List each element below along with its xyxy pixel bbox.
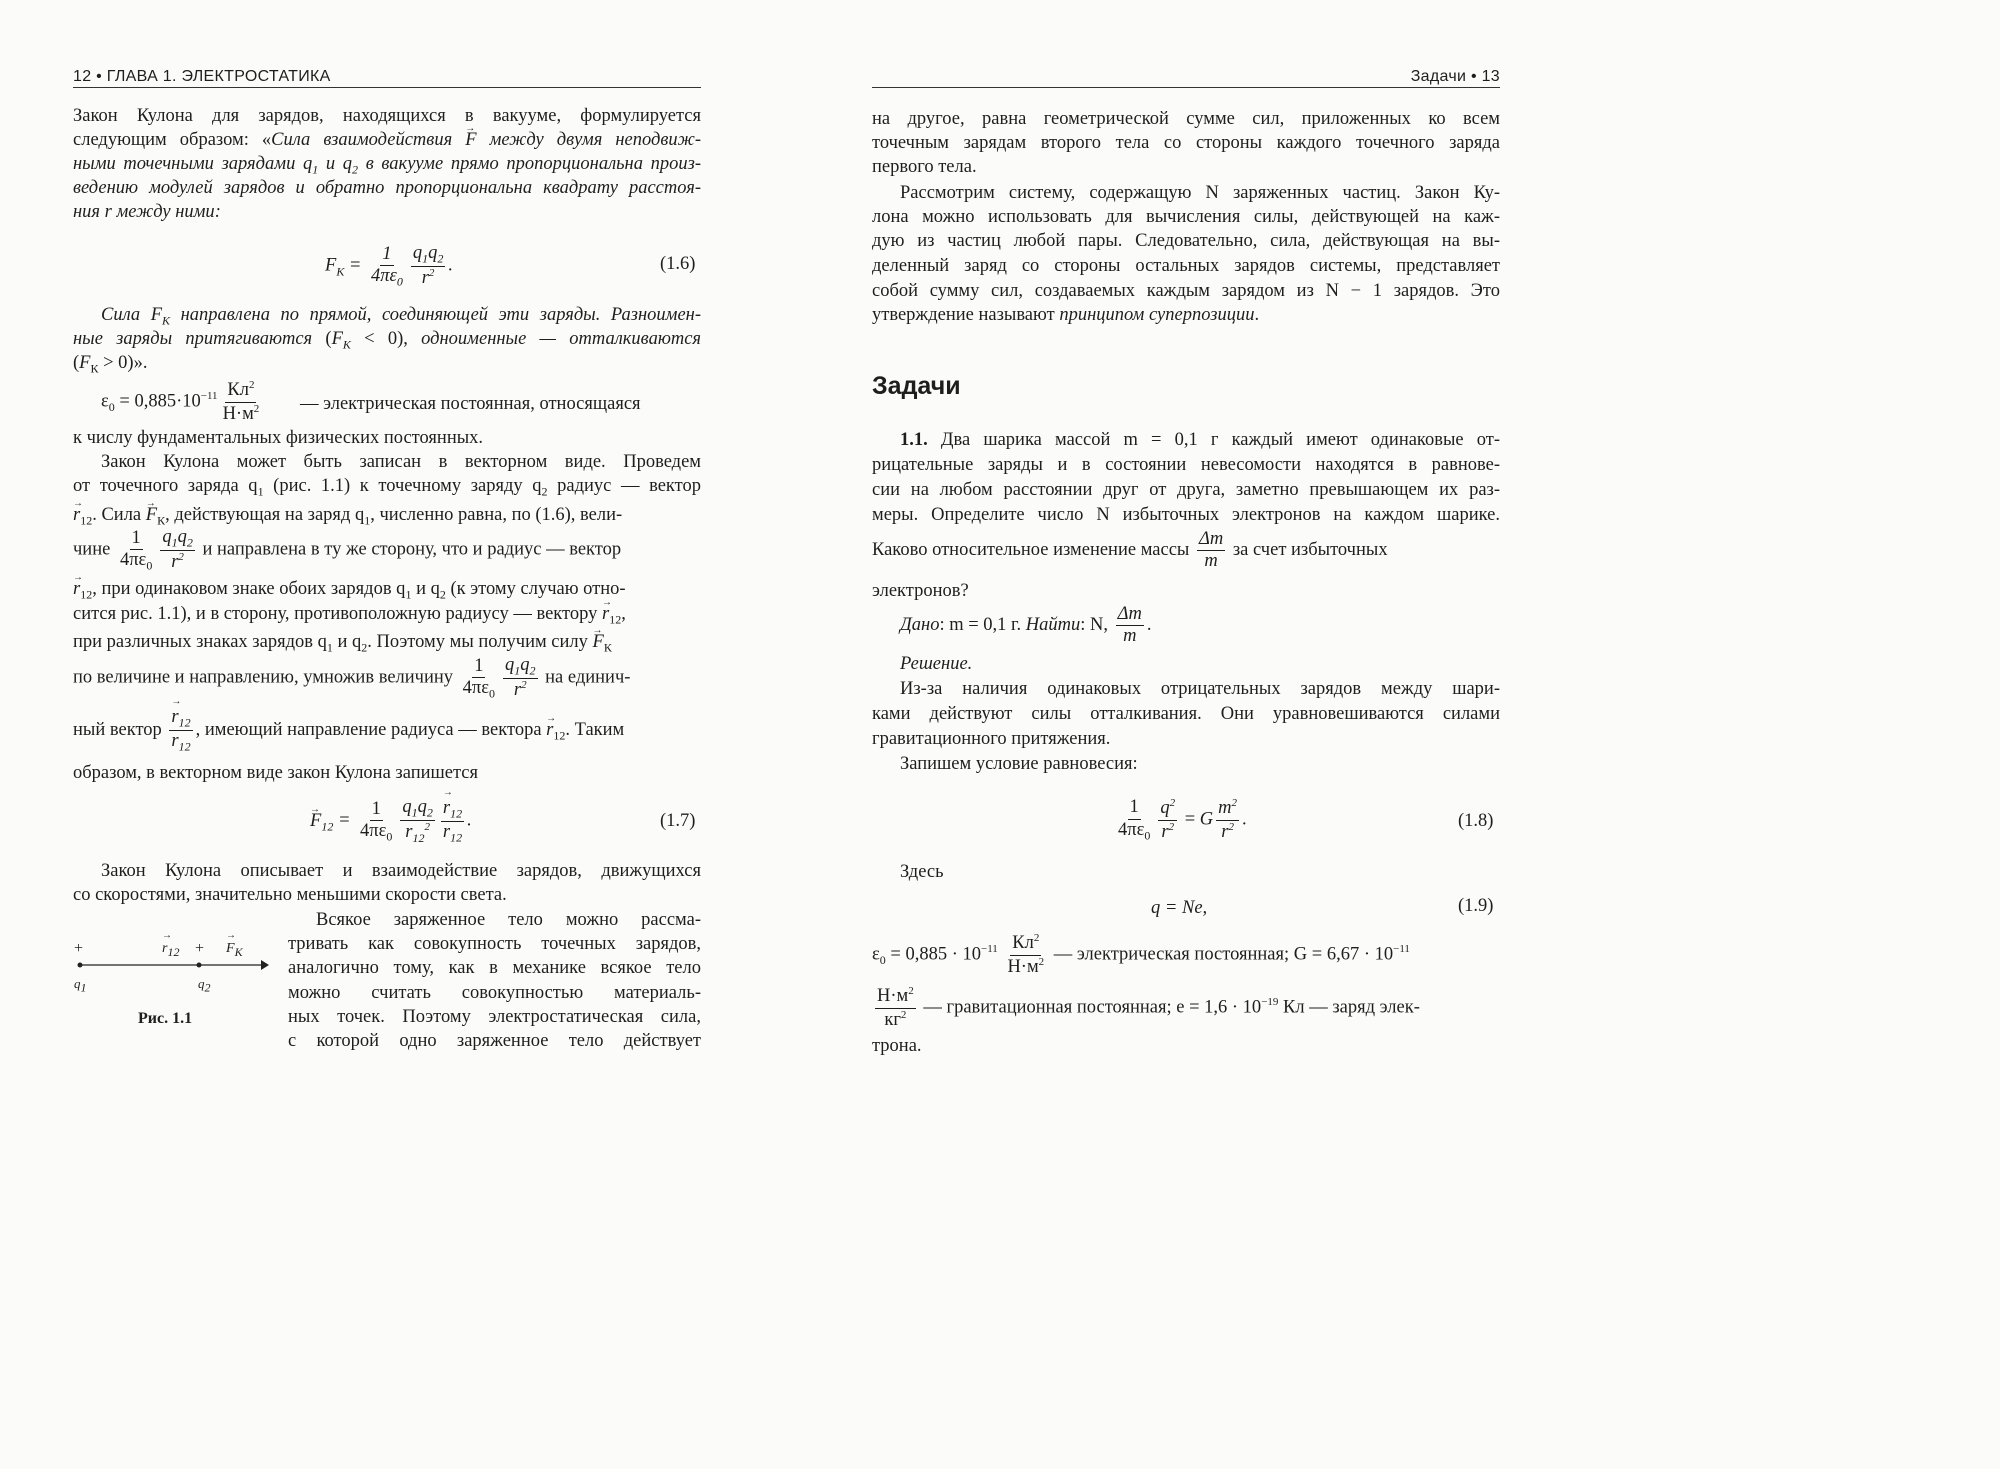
vec-line7: при различных знаках зарядов $q_1$ и $q_2$. Поэтому мы получим силу → $F_К$ — [73, 630, 612, 660]
given-line: Дано: m = 0,1 г. Найти: N, $\frac{\Delta m}{m}$ . — [900, 604, 1152, 647]
charge-q1-dot — [78, 963, 83, 968]
right-page — [778, 0, 1557, 1144]
right-p2-line6: утверждение называют принципом суперпозиции. — [872, 305, 1260, 325]
equation-number-1-7: (1.7) — [660, 811, 696, 831]
left-p1-line1: Закон Кулона для зарядов, находящихся в вакууме, формулируется — [73, 106, 701, 126]
vec-line3: → $r_{12}$. Сила → $F_К$, действующая на заряд $q_1$, численно равна, по (1.6), вели- — [73, 503, 622, 533]
vec-line1: Закон Кулона может быть записан в векторном виде. Проведем — [101, 452, 701, 472]
label-r12: → $r_{12}$ — [162, 941, 179, 960]
right-p2-line1: Рассмотрим систему, содержащую N заряженных частиц. Закон Ку- — [900, 183, 1500, 203]
problem-line1: 1.1. Два шарика массой m = 0,1 г каждый имеют одинаковые от- — [900, 430, 1500, 450]
left-p1-line3: ными точечными зарядами $q_1$ и $q_2$ в вакууме прямо пропорциональна произ- — [73, 154, 702, 177]
left-p4-line1: Всякое заряженное тело можно рассма- — [316, 910, 701, 930]
epsilon-definition: $\varepsilon_0 = 0,885\cdot 10^{-11}$ $\frac{Кл^2}{Н\cdot м^2}$ — [101, 379, 260, 424]
problem-line4: меры. Определите число N избыточных электронов на каждом шарике. — [872, 505, 1500, 525]
here-label: Здесь — [900, 862, 944, 882]
left-p4-line4: можно считать совокупностью материаль- — [288, 983, 701, 1003]
vec-line8: по величине и направлению, умножив величину $\frac{1}{4\pi\varepsilon_0}$ $\frac{q_1q_2}{r^2}$ на единич- — [73, 655, 631, 701]
constants-line1: $\varepsilon_0 = 0,885 \cdot 10^{-11}$ $\frac{Кл^2}{Н\cdot м^2}$ — электрическая постоянная; $G = 6,67 \cdot 10^{-11}$ — [872, 932, 1410, 977]
right-header-rule — [872, 87, 1500, 88]
equation-number-1-9: (1.9) — [1458, 896, 1494, 916]
equation-1-8: $\frac{1}{4\pi\varepsilon_0}$ $\frac{q^2}{r^2}$ = G $\frac{m^2}{r^2}$ . — [1118, 797, 1247, 843]
section-title: Задачи — [872, 372, 961, 400]
arrow-head — [261, 960, 269, 970]
right-p1-line2: точечным зарядам второго тела со стороны каждого точечного заряда — [872, 133, 1500, 153]
right-page-header: Задачи • 13 — [1410, 68, 1500, 85]
vec-line4: чине $\frac{1}{4\pi\varepsilon_0}$ $\frac{q_1q_2}{r^2}$ и направлена в ту же сторону, что и радиус — вектор — [73, 527, 622, 573]
right-p2-line5: собой сумму сил, создаваемых каждым зарядом из N − 1 зарядов. Это — [872, 281, 1500, 301]
label-fk: → $F_К$ — [226, 941, 243, 960]
charge-q2-dot — [197, 963, 202, 968]
figure-caption: Рис. 1.1 — [138, 1010, 193, 1027]
label-q1: $q_1$ — [74, 976, 87, 995]
vec-line5: → $r_{12}$, при одинаковом знаке обоих зарядов $q_1$ и $q_2$ (к этому случаю отно- — [73, 577, 626, 607]
problem-line5: Каково относительное изменение массы $\frac{\Delta m}{m}$ за счет избыточных — [872, 529, 1388, 572]
sol-line2: ками действуют силы отталкивания. Они уравновешиваются силами — [872, 704, 1500, 724]
epsilon-desc-2: к числу фундаментальных физических постоянных. — [73, 428, 484, 448]
vec-line2: от точечного заряда $q_1$ (рис. 1.1) к точечному заряду $q_2$ радиус — вектор — [73, 476, 701, 499]
left-p1-line4: ведению модулей зарядов и обратно пропорциональна квадрату расстоя- — [73, 178, 701, 198]
right-p2-line4: деленный заряд со стороны остальных зарядов системы, представляет — [872, 256, 1500, 276]
constants-line3: трона. — [872, 1036, 922, 1056]
constants-line2: $\frac{Н\cdot м^2}{кг^2}$ — гравитационная постоянная; $e = 1,6 \cdot 10^{-19}$ Кл — заряд элек- — [877, 985, 1420, 1030]
figure-1-1 — [66, 938, 276, 1038]
sol-line3: гравитационного притяжения. — [872, 729, 1111, 749]
left-p2-line3: $(F_К > 0)$». — [73, 353, 148, 376]
problem-line6: электронов? — [872, 581, 969, 601]
sol-line1: Из-за наличия одинаковых отрицательных зарядов между шари- — [900, 679, 1500, 699]
epsilon-desc: — электрическая постоянная, относящаяся — [300, 394, 641, 414]
right-p2-line2: лона можно использовать для вычисления силы, действующей на каж- — [872, 207, 1500, 227]
problem-line3: сии на любом расстоянии друг от друга, заметно превышающем их раз- — [872, 480, 1500, 500]
equation-1-6: $F_К$ = $\frac{1}{4\pi\varepsilon_0}$ $\frac{q_1q_2}{r^2}$ . — [325, 243, 453, 289]
vec-line6: сится рис. 1.1), и в сторону, противоположную радиусу — вектору → $r_{12}$, — [73, 602, 626, 632]
left-p4-line6: с которой одно заряженное тело действует — [288, 1031, 701, 1051]
plus-q2: + — [195, 940, 205, 957]
left-p1-line2: следующим образом: «Сила взаимодействия → F между двумя неподвиж- — [73, 128, 701, 152]
equation-number-1-8: (1.8) — [1458, 811, 1494, 831]
equation-1-9: q = Ne, — [1151, 898, 1208, 918]
left-p4-line5: ных точек. Поэтому электростатическая сила, — [288, 1007, 701, 1027]
left-p4-line2: тривать как совокупность точечных зарядов, — [288, 934, 701, 954]
equation-number-1-6: (1.6) — [660, 254, 696, 274]
left-p2-line2: ные заряды притягиваются $(F_К < 0)$, одноименные — отталкиваются — [73, 329, 702, 352]
left-p3-line2: со скоростями, значительно меньшими скорости света. — [73, 885, 507, 905]
label-q2: $q_2$ — [198, 976, 211, 995]
left-page-header: 12 • ГЛАВА 1. ЭЛЕКТРОСТАТИКА — [73, 68, 331, 85]
equation-1-7: → $F_{12}$ = $\frac{1}{4\pi\varepsilon_0}$ $\frac{q_1q_2}{r_{12}^2}$ → $\frac{r_{12}}{r_{12}}$ . — [310, 798, 472, 845]
problem-line2: рицательные заряды и в состоянии невесомости находятся в равнове- — [872, 455, 1500, 475]
right-p1-line3: первого тела. — [872, 157, 977, 177]
vec-line10: образом, в векторном виде закон Кулона запишется — [73, 763, 478, 783]
vec-line9: ный вектор → $\frac{r_{12}}{r_{12}}$ , имеющий направление радиуса — вектора → $r_{12}$. Таким — [73, 708, 624, 754]
sol-line4: Запишем условие равновесия: — [900, 754, 1138, 774]
left-p4-line3: аналогично тому, как в механике всякое тело — [288, 958, 701, 978]
right-p1-line1: на другое, равна геометрической сумме сил, приложенных ко всем — [872, 109, 1500, 129]
left-p2-line1: Сила $F_К$ направлена по прямой, соединяющей эти заряды. Разноимен- — [101, 305, 702, 328]
solution-label: Решение. — [900, 654, 973, 674]
left-p3-line1: Закон Кулона описывает и взаимодействие зарядов, движущихся — [101, 861, 701, 881]
left-header-rule — [73, 87, 701, 88]
plus-q1: + — [74, 940, 84, 957]
left-page — [0, 0, 778, 1144]
right-p2-line3: дую из частиц любой пары. Следовательно, сила, действующая на вы- — [872, 231, 1500, 251]
left-p1-line5: ния r между ними: — [73, 202, 221, 222]
